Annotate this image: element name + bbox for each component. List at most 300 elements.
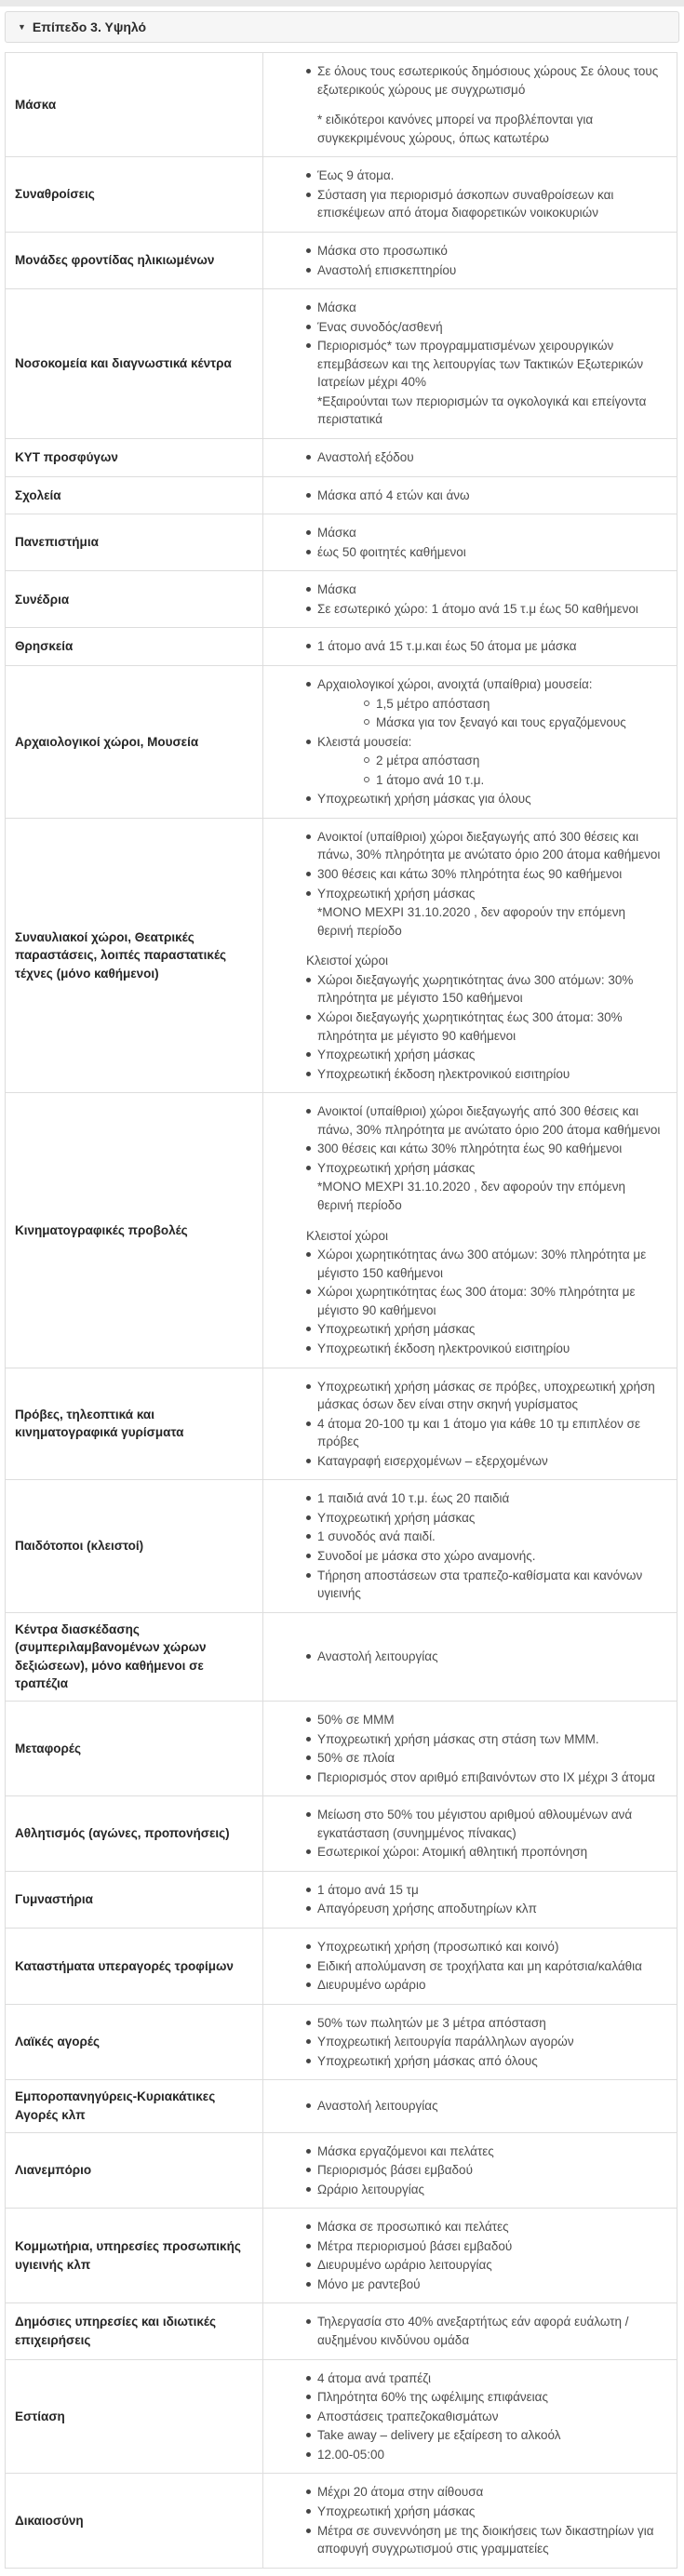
bullet-icon <box>306 1737 311 1742</box>
rule-text: 4 άτομα 20-100 τμ και 1 άτομο για κάθε 10 τμ επιπλέον σε πρόβες <box>317 1416 640 1449</box>
category-label: Λιανεμπόριο <box>6 2132 263 2209</box>
bullet-icon <box>306 173 311 178</box>
bullet-icon <box>306 2103 311 2108</box>
table-row <box>6 818 677 1092</box>
bullet-icon <box>306 1755 311 1760</box>
rules-cell <box>263 232 677 288</box>
rule-note <box>263 111 664 147</box>
circle-bullet-icon <box>364 777 369 782</box>
table-row <box>6 2474 677 2568</box>
rules-cell <box>263 1871 677 1928</box>
rule-text: Μέχρι 20 άτομα στην αίθουσα <box>317 2485 484 2500</box>
rule-text: Υποχρεωτική έκδοση ηλεκτρονικού εισιτηρίου <box>317 1066 570 1081</box>
rule-text: Μόνο με ραντεβού <box>317 2276 421 2291</box>
rules-cell <box>263 2080 677 2132</box>
rule-item <box>263 2522 664 2558</box>
bullet-icon <box>306 682 311 687</box>
rules-cell <box>263 2209 677 2303</box>
rule-text: Ειδική απολύμανση σε τροχήλατα και μη καρότσια/καλάθια <box>317 1958 642 1973</box>
rule-text: *Εξαιρούνται των περιορισμών τα ογκολογικά και επείγοντα περιστατικά <box>317 394 647 427</box>
category-label: Λαϊκές αγορές <box>6 2004 263 2080</box>
rule-text: Μάσκα εργαζόμενοι και πελάτες <box>317 2143 494 2158</box>
category-label: Εμποροπανηγύρεις-Κυριακάτικες Αγορές κλπ <box>6 2080 263 2132</box>
accordion-title: Επίπεδο 3. Υψηλό <box>32 20 147 34</box>
bullet-icon <box>306 1573 311 1578</box>
bullet-icon <box>306 587 311 592</box>
table-row <box>6 514 677 571</box>
rule-item <box>263 2276 664 2294</box>
table-row <box>6 2303 677 2359</box>
rule-text: Υποχρεωτική χρήση μάσκας από όλους <box>317 2053 538 2068</box>
rule-text: 2 μέτρα απόσταση <box>376 754 480 768</box>
rule-text: Take away – delivery με εξαίρεση το αλκοόλ <box>317 2428 561 2443</box>
table-row <box>6 289 677 439</box>
rule-text: Πληρότητα 60% της ωφέλιμης επιφάνειας <box>317 2390 548 2405</box>
bullet-icon <box>306 2282 311 2287</box>
rules-cell <box>263 1796 677 1872</box>
rules-cell <box>263 157 677 233</box>
bullet-icon <box>306 193 311 197</box>
bullet-icon <box>306 1849 311 1854</box>
table-row <box>6 1871 677 1928</box>
rules-cell <box>263 2303 677 2359</box>
bullet-icon <box>306 1252 311 1257</box>
accordion-header-level-3[interactable] <box>5 11 679 43</box>
rule-text: Χώροι χωρητικότητας έως 300 άτομα: 30% πληρότητα με μέγιστο 90 καθήμενοι <box>317 1285 636 1317</box>
rule-text: 300 θέσεις και κάτω 30% πληρότητα έως 90 καθήμενοι <box>317 867 623 881</box>
rule-item <box>263 2426 664 2445</box>
rule-section-heading <box>263 952 664 970</box>
category-label: Σχολεία <box>6 476 263 514</box>
rule-text: Υποχρεωτική χρήση μάσκας για όλους <box>317 792 531 807</box>
rule-text: 12.00-05:00 <box>317 2447 385 2462</box>
rule-item <box>263 581 664 599</box>
rule-item <box>263 971 664 1008</box>
rule-text: Μείωση στο 50% του μέγιστου αριθμού αθλουμένων ανά εγκατάσταση (συνημμένος πίνακας) <box>317 1808 633 1840</box>
rule-item <box>263 1065 664 1084</box>
rules-cell <box>263 53 677 157</box>
table-row <box>6 232 677 288</box>
rule-item <box>263 675 664 694</box>
table-row <box>6 1796 677 1872</box>
table-row <box>6 476 677 514</box>
rule-text: Έως 9 άτομα. <box>317 168 395 183</box>
table-row <box>6 157 677 233</box>
bullet-icon <box>306 1906 311 1911</box>
rule-item <box>263 524 664 542</box>
rules-cell <box>263 2132 677 2209</box>
rule-text: Κλειστοί χώροι <box>306 1228 388 1243</box>
bullet-icon <box>306 1982 311 1987</box>
table-row <box>6 2359 677 2474</box>
rule-item <box>263 2237 664 2256</box>
rule-item <box>263 1246 664 1282</box>
rule-text: Ανοικτοί (υπαίθριοι) χώροι διεξαγωγής από 300 θέσεις και πάνω, 30% πληρότητα με ανώτατο όριο 200 άτομα καθήμενοι <box>317 1104 661 1137</box>
table-row <box>6 571 677 628</box>
rule-text: Μέτρα περιορισμού βάσει εμβαδού <box>317 2238 513 2253</box>
rules-cell <box>263 2359 677 2474</box>
rule-text: Κλειστά μουσεία: <box>317 734 412 749</box>
bullet-icon <box>306 1964 311 1969</box>
rule-item <box>263 790 664 808</box>
rule-text: Υποχρεωτική χρήση (προσωπικό και κοινό) <box>317 1940 559 1954</box>
rules-cell <box>263 2004 677 2080</box>
rule-item <box>263 1415 664 1451</box>
rule-item <box>263 1957 664 1976</box>
category-label: Συνέδρια <box>6 571 263 628</box>
rule-item <box>263 2256 664 2275</box>
rule-text: Τήρηση αποστάσεων στα τραπεζο-καθίσματα και κανόνων υγιεινής <box>317 1568 643 1601</box>
rule-item <box>263 487 664 505</box>
bullet-icon <box>306 740 311 744</box>
bullet-icon <box>306 891 311 896</box>
rule-text: Αρχαιολογικοί χώροι, ανοιχτά (υπαίθρια) μουσεία: <box>317 676 593 691</box>
category-label: ΚΥΤ προσφύγων <box>6 439 263 477</box>
bullet-icon <box>306 1554 311 1558</box>
rule-item <box>263 1881 664 1900</box>
rule-subitem <box>263 771 664 790</box>
rule-text: έως 50 φοιτητές καθήμενοι <box>317 544 466 559</box>
bullet-icon <box>306 1717 311 1722</box>
rule-text: Μάσκα <box>317 300 356 315</box>
bullet-icon <box>306 2059 311 2063</box>
rule-item <box>263 543 664 562</box>
rule-item <box>263 337 664 392</box>
rule-item <box>263 1768 664 1787</box>
rule-note <box>263 903 664 940</box>
table-row <box>6 1701 677 1795</box>
bullet-icon <box>306 1812 311 1817</box>
rule-item <box>263 865 664 884</box>
rule-text: Αποστάσεις τραπεζοκαθισμάτων <box>317 2409 499 2423</box>
bullet-icon <box>306 2224 311 2229</box>
bullet-icon <box>306 607 311 611</box>
rule-text: 4 άτομα ανά τραπέζι <box>317 2370 432 2385</box>
rule-item <box>263 2483 664 2502</box>
bullet-icon <box>306 2187 311 2192</box>
rule-text: Μάσκα από 4 ετών και άνω <box>317 487 470 502</box>
rule-text: Μέτρα σε συνεννόηση με της διοικήσεις των δικαστηρίων για αποφυγή συγχρωτισμού στις γραμματείες <box>317 2523 654 2556</box>
bullet-icon <box>306 2168 311 2172</box>
rule-text: Συνοδοί με μάσκα στο χώρο αναμονής. <box>317 1549 536 1563</box>
rule-text: Κλειστοί χώροι <box>306 954 388 968</box>
table-row <box>6 2080 677 2132</box>
rules-cell <box>263 818 677 1092</box>
rule-text: Περιορισμός* των προγραμματισμένων χειρουργικών επεμβάσεων και της λειτουργίας των Τακτικών Εξωτερικών Ιατρείων μέχρι 40% <box>317 339 644 390</box>
rule-item <box>263 1008 664 1045</box>
chevron-down-icon: ▼ <box>18 21 26 32</box>
rule-text: 1 άτομο ανά 10 τ.μ. <box>376 772 485 787</box>
table-row <box>6 2004 677 2080</box>
table-row <box>6 2132 677 2209</box>
rule-item <box>263 1730 664 1749</box>
rule-item <box>263 2014 664 2033</box>
rule-item <box>263 2503 664 2521</box>
rule-text: Χώροι διεξαγωγής χωρητικότητας άνω 300 ατόμων: 30% πληρότητα με μέγιστο 150 καθήμενοι <box>317 972 634 1006</box>
table-row <box>6 1093 677 1368</box>
rule-item <box>263 2033 664 2051</box>
rule-text: Σύσταση για περιορισμό άσκοπων συναθροίσεων και επισκέψεων από άτομα διαφορετικών νοικοκυριών <box>317 187 614 220</box>
rules-cell <box>263 1480 677 1612</box>
bullet-icon <box>306 2039 311 2044</box>
rule-subitem <box>263 714 664 732</box>
bullet-icon <box>306 2489 311 2494</box>
rule-item <box>263 2181 664 2199</box>
rule-text: 50% σε ΜΜΜ <box>317 1712 395 1727</box>
category-label: Δημόσιες υπηρεσίες και ιδιωτικές επιχειρήσεις <box>6 2303 263 2359</box>
bullet-icon <box>306 1072 311 1076</box>
rules-cell <box>263 665 677 818</box>
table-row <box>6 1612 677 1701</box>
category-label: Κέντρα διασκέδασης (συμπεριλαμβανομένων χώρων δεξιώσεων), μόνο καθήμενοι σε τραπέζια <box>6 1612 263 1701</box>
rule-item <box>263 448 664 467</box>
rule-text: 50% των πωλητών με 3 μέτρα απόσταση <box>317 2015 546 2030</box>
rule-text: *ΜΟΝΟ ΜΕΧΡΙ 31.10.2020 , δεν αφορούν την επόμενη θερινή περίοδο <box>317 905 625 938</box>
rule-item <box>263 2388 664 2407</box>
table-row <box>6 2209 677 2303</box>
rule-item <box>263 1843 664 1862</box>
bullet-icon <box>306 530 311 535</box>
bullet-icon <box>306 69 311 73</box>
rule-text: Ένας συνοδός/ασθενή <box>317 319 443 334</box>
category-label: Γυμναστήρια <box>6 1871 263 1928</box>
previous-section-strip <box>0 0 684 7</box>
rules-cell <box>263 289 677 439</box>
rule-item <box>263 1528 664 1546</box>
rule-text: Ωράριο λειτουργίας <box>317 2182 425 2196</box>
rule-text: Σε εσωτερικό χώρο: 1 άτομο ανά 15 τ.μ έως 50 καθήμενοι <box>317 601 638 616</box>
bullet-icon <box>306 644 311 648</box>
rule-text: 300 θέσεις και κάτω 30% πληρότητα έως 90 καθήμενοι <box>317 1141 623 1156</box>
bullet-icon <box>306 2149 311 2154</box>
rule-item <box>263 885 664 903</box>
rule-text: Χώροι χωρητικότητας άνω 300 ατόμων: 30% πληρότητα με μέγιστο 150 καθήμενοι <box>317 1248 647 1280</box>
rule-text: Αναστολή εξόδου <box>317 450 414 464</box>
rule-item <box>263 2052 664 2071</box>
category-label: Μάσκα <box>6 53 263 157</box>
rule-text: Υποχρεωτική χρήση μάσκας <box>317 1510 476 1525</box>
category-label: Δικαιοσύνη <box>6 2474 263 2568</box>
bullet-icon <box>306 2529 311 2533</box>
rule-item <box>263 186 664 222</box>
rule-item <box>263 637 664 656</box>
rule-text: * ειδικότεροι κανόνες μπορεί να προβλέπονται για συγκεκριμένους χώρους, όπως κατωτέρω <box>317 113 594 145</box>
rule-text: Υποχρεωτική χρήση μάσκας σε πρόβες, υποχρεωτική χρήση μάσκας όσων δεν είναι στην σκηνή γυρίσματος <box>317 1379 655 1412</box>
rule-item <box>263 2313 664 2349</box>
rule-item <box>263 318 664 337</box>
rule-item <box>263 2218 664 2236</box>
category-label: Νοσοκομεία και διαγνωστικά κέντρα <box>6 289 263 439</box>
rule-item <box>263 1900 664 1918</box>
rule-item <box>263 2369 664 2388</box>
rules-cell <box>263 439 677 477</box>
rule-text: Διευρυμένο ωράριο <box>317 1978 426 1993</box>
category-label: Εστίαση <box>6 2359 263 2474</box>
rule-text: Υποχρεωτική έκδοση ηλεκτρονικού εισιτηρίου <box>317 1341 570 1355</box>
table-row <box>6 1368 677 1480</box>
bullet-icon <box>306 1515 311 1520</box>
bullet-icon <box>306 1496 311 1501</box>
bullet-icon <box>306 2319 311 2324</box>
bullet-icon <box>306 2244 311 2249</box>
rule-item <box>263 600 664 619</box>
rule-item <box>263 1489 664 1508</box>
rule-item <box>263 1547 664 1566</box>
rule-item <box>263 828 664 864</box>
bullet-icon <box>306 1384 311 1389</box>
table-row <box>6 53 677 157</box>
bullet-icon <box>306 248 311 253</box>
rule-item <box>263 733 664 752</box>
rule-text: 1,5 μέτρο απόσταση <box>376 696 490 711</box>
rule-text: Περιορισμός βάσει εμβαδού <box>317 2163 473 2178</box>
bullet-icon <box>306 1421 311 1426</box>
rule-text: 1 συνοδός ανά παιδί. <box>317 1529 436 1544</box>
rule-item <box>263 2097 664 2116</box>
rule-text: 1 άτομο ανά 15 τ.μ.και έως 50 άτομα με μάσκα <box>317 639 577 654</box>
rule-item <box>263 1749 664 1768</box>
rule-item <box>263 1378 664 1414</box>
rule-subitem <box>263 695 664 714</box>
bullet-icon <box>306 1146 311 1151</box>
rules-cell <box>263 1701 677 1795</box>
rules-table-body <box>6 53 677 2569</box>
rule-text: Διευρυμένο ωράριο λειτουργίας <box>317 2258 492 2273</box>
bullet-icon <box>306 1944 311 1949</box>
bullet-icon <box>306 1654 311 1659</box>
rule-item <box>263 1567 664 1603</box>
bullet-icon <box>306 2021 311 2025</box>
bullet-icon <box>306 1775 311 1780</box>
bullet-icon <box>306 1015 311 1020</box>
rule-item <box>263 1509 664 1528</box>
rules-cell <box>263 476 677 514</box>
restrictions-table <box>5 52 677 2569</box>
rule-text: Υποχρεωτική χρήση μάσκας στη στάση των ΜΜΜ. <box>317 1731 599 1746</box>
bullet-icon <box>306 2262 311 2267</box>
rule-text: Υποχρεωτική χρήση μάσκας <box>317 1322 476 1337</box>
rule-text: Μάσκα σε προσωπικό και πελάτες <box>317 2220 509 2235</box>
category-label: Θρησκεία <box>6 628 263 666</box>
rule-item <box>263 1102 664 1139</box>
bullet-icon <box>306 1888 311 1892</box>
bullet-icon <box>306 1459 311 1463</box>
rule-item <box>263 1283 664 1319</box>
bullet-icon <box>306 305 311 310</box>
rule-item <box>263 1340 664 1358</box>
rule-item <box>263 1976 664 1995</box>
rules-cell <box>263 1612 677 1701</box>
category-label: Συναυλιακοί χώροι, Θεατρικές παραστάσεις, λοιπές παραστατικές τέχνες (μόνο καθήμενοι) <box>6 818 263 1092</box>
category-label: Κομμωτήρια, υπηρεσίες προσωπικής υγιεινής κλπ <box>6 2209 263 2303</box>
bullet-icon <box>306 1327 311 1331</box>
category-label: Αθλητισμός (αγώνες, προπονήσεις) <box>6 1796 263 1872</box>
rule-subitem <box>263 752 664 770</box>
bullet-icon <box>306 550 311 554</box>
circle-bullet-icon <box>364 701 369 706</box>
rule-text: Υποχρεωτική χρήση μάσκας <box>317 886 476 901</box>
rule-text: Μάσκα <box>317 582 356 597</box>
rule-text: Εσωτερικοί χώροι: Ατομική αθλητική προπόνηση <box>317 1845 588 1860</box>
rule-text: Απαγόρευση χρήσης αποδυτηρίων κλπ <box>317 1902 537 1916</box>
category-label: Αρχαιολογικοί χώροι, Μουσεία <box>6 665 263 818</box>
rule-item <box>263 2446 664 2464</box>
rules-cell <box>263 571 677 628</box>
rule-note <box>263 1178 664 1214</box>
rule-item <box>263 1159 664 1178</box>
bullet-icon <box>306 2376 311 2381</box>
rule-item <box>263 242 664 260</box>
rule-item <box>263 261 664 280</box>
bullet-icon <box>306 2414 311 2419</box>
category-label: Κινηματογραφικές προβολές <box>6 1093 263 1368</box>
table-row <box>6 439 677 477</box>
bullet-icon <box>306 455 311 460</box>
bullet-icon <box>306 1534 311 1539</box>
rule-text: Ανοικτοί (υπαίθριοι) χώροι διεξαγωγής από 300 θέσεις και πάνω, 30% πληρότητα με ανώτατο όριο 200 άτομα καθήμενοι <box>317 829 661 862</box>
rule-text: Μάσκα στο προσωπικό <box>317 243 448 258</box>
rule-text: Χώροι διεξαγωγής χωρητικότητας έως 300 άτομα: 30% πληρότητα με μέγιστο 90 καθήμενοι <box>317 1009 623 1043</box>
rule-item <box>263 1711 664 1729</box>
rule-text: Αναστολή επισκεπτηρίου <box>317 262 457 277</box>
rule-item <box>263 1046 664 1064</box>
rule-item <box>263 62 664 99</box>
table-row <box>6 628 677 666</box>
rule-item <box>263 167 664 185</box>
bullet-icon <box>306 268 311 273</box>
bullet-icon <box>306 1052 311 1057</box>
bullet-icon <box>306 2452 311 2457</box>
category-label: Πρόβες, τηλεοπτικά και κινηματογραφικά γυρίσματα <box>6 1368 263 1480</box>
category-label: Συναθροίσεις <box>6 157 263 233</box>
rule-item <box>263 1648 664 1666</box>
rule-text: Υποχρεωτική χρήση μάσκας <box>317 1048 476 1062</box>
bullet-icon <box>306 796 311 801</box>
bullet-icon <box>306 493 311 498</box>
rule-text: Υποχρεωτική χρήση μάσκας <box>317 2503 476 2518</box>
rules-cell <box>263 1929 677 2005</box>
circle-bullet-icon <box>364 757 369 763</box>
rule-text: Σε όλους τους εσωτερικούς δημόσιους χώρους Σε όλους τους εξωτερικούς χώρους με συγχρωτισμό <box>317 64 659 97</box>
rule-text: 1 παιδιά ανά 10 τ.μ. έως 20 παιδιά <box>317 1491 510 1506</box>
category-label: Καταστήματα υπεραγορές τροφίμων <box>6 1929 263 2005</box>
category-label: Μονάδες φροντίδας ηλικιωμένων <box>6 232 263 288</box>
rule-item <box>263 2161 664 2180</box>
bullet-icon <box>306 343 311 348</box>
circle-bullet-icon <box>364 719 369 725</box>
rules-cell <box>263 514 677 571</box>
rule-item <box>263 1806 664 1842</box>
bullet-icon <box>306 1109 311 1114</box>
rule-text: 1 άτομο ανά 15 τμ <box>317 1882 419 1897</box>
rules-cell <box>263 2474 677 2568</box>
rules-cell <box>263 628 677 666</box>
rule-item <box>263 1938 664 1956</box>
rule-item <box>263 299 664 317</box>
rule-text: Αναστολή λειτουργίας <box>317 1649 438 1664</box>
bullet-icon <box>306 2433 311 2437</box>
rule-text: Μάσκα για τον ξεναγό και τους εργαζόμενους <box>376 715 626 730</box>
bullet-icon <box>306 2509 311 2514</box>
rule-item <box>263 1320 664 1339</box>
bullet-icon <box>306 1289 311 1294</box>
category-label: Μεταφορές <box>6 1701 263 1795</box>
rule-text: Μάσκα <box>317 526 356 541</box>
table-row <box>6 665 677 818</box>
bullet-icon <box>306 325 311 329</box>
rule-text: Υποχρεωτική λειτουργία παράλληλων αγορών <box>317 2035 574 2049</box>
bullet-icon <box>306 1166 311 1170</box>
